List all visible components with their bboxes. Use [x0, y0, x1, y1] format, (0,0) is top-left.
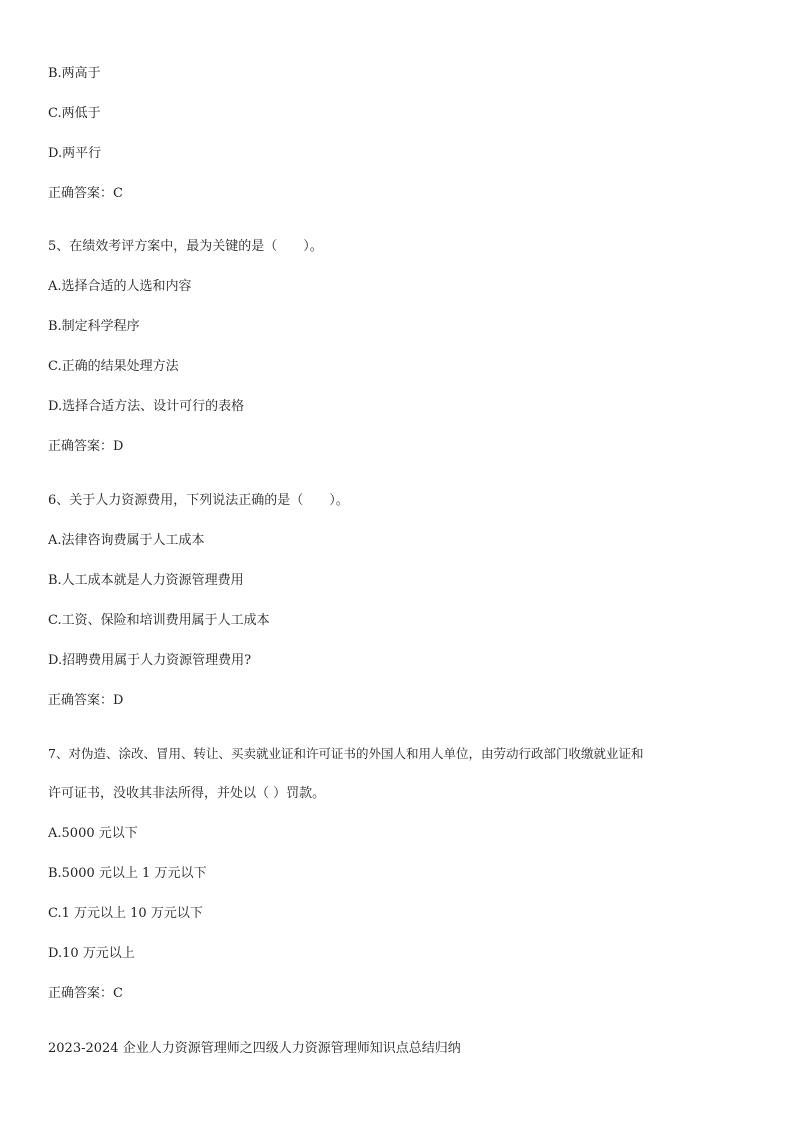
- q4-answer: 正确答案：C: [48, 186, 123, 201]
- q4-option-d: D.两平行: [48, 146, 102, 161]
- q7-stem-line2: 许可证书，没收其非法所得，并处以（ ）罚款。: [48, 786, 326, 801]
- q7-option-d: D.10 万元以上: [48, 946, 135, 961]
- page-footer-title: 2023-2024 企业人力资源管理师之四级人力资源管理师知识点总结归纳: [48, 1041, 461, 1056]
- q7-answer: 正确答案：C: [48, 986, 123, 1001]
- q6-stem: 6、关于人力资源费用，下列说法正确的是（ ）。: [48, 493, 349, 508]
- q5-option-a: A.选择合适的人选和内容: [48, 279, 192, 294]
- q5-option-c: C.正确的结果处理方法: [48, 359, 179, 374]
- q4-option-b: B.两高于: [48, 66, 101, 81]
- q4-option-c: C.两低于: [48, 106, 101, 121]
- q6-option-d: D.招聘费用属于人力资源管理费用?: [48, 653, 252, 668]
- q7-option-c: C.1 万元以上 10 万元以下: [48, 906, 203, 921]
- q5-option-d: D.选择合适方法、设计可行的表格: [48, 399, 245, 414]
- q5-answer: 正确答案：D: [48, 439, 124, 454]
- q7-stem-line1: 7、对伪造、涂改、冒用、转让、买卖就业证和许可证书的外国人和用人单位，由劳动行政部门收缴就业证和: [48, 746, 644, 761]
- q5-option-b: B.制定科学程序: [48, 319, 140, 334]
- q5-stem: 5、在绩效考评方案中，最为关键的是（ ）。: [48, 239, 323, 254]
- q6-option-a: A.法律咨询费属于人工成本: [48, 533, 205, 548]
- q6-answer: 正确答案：D: [48, 693, 124, 708]
- q7-option-b: B.5000 元以上 1 万元以下: [48, 866, 207, 881]
- q6-option-b: B.人工成本就是人力资源管理费用: [48, 573, 244, 588]
- q7-option-a: A.5000 元以下: [48, 826, 138, 841]
- q6-option-c: C.工资、保险和培训费用属于人工成本: [48, 613, 270, 628]
